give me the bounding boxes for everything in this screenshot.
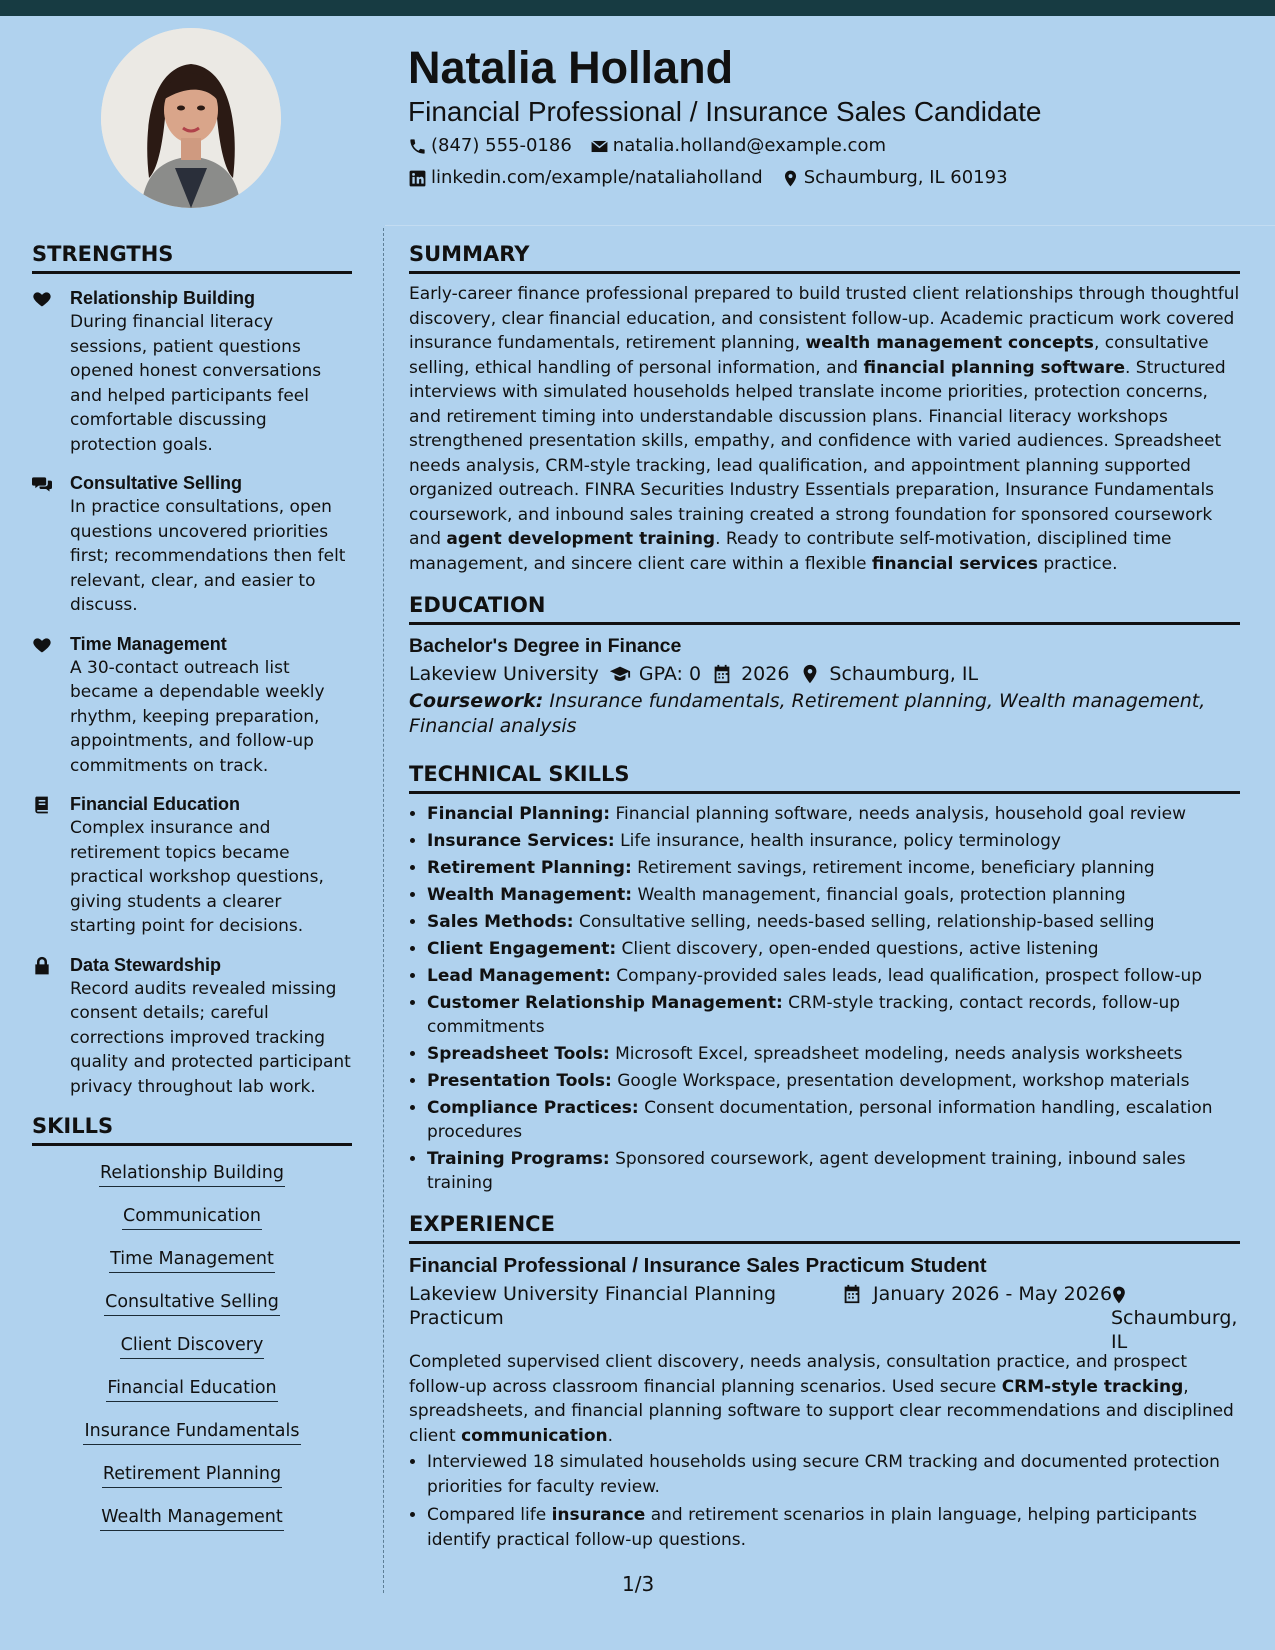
technical-skills-list <box>409 802 1240 1195</box>
lock-icon <box>32 956 52 976</box>
summary-heading: SUMMARY <box>409 241 1240 274</box>
skill-category: Client Engagement: <box>427 939 617 959</box>
linkedin-icon <box>408 169 427 188</box>
strength-icon-wrap <box>32 792 70 939</box>
text-segment: Early-career finance professional prepared to build trusted client relationships through thoughtful discovery, clear financial education, and consistent follow-up. Academic practicum work covered insurance fundamentals, retirement planning, <box>409 284 1240 353</box>
education-details <box>409 659 1240 689</box>
bold-text: insurance <box>551 1505 646 1525</box>
skill-category: Customer Relationship Management: <box>427 993 783 1013</box>
technical-skill-item <box>427 856 1240 880</box>
technical-skill-item <box>427 802 1240 826</box>
degree-title: Bachelor's Degree in Finance <box>409 635 682 657</box>
skill-values: CRM-style tracking, contact records, follow-up commitments <box>427 993 1181 1037</box>
text-segment: . Ready to contribute self-motivation, disciplined time management, and sincere client care within a flexible <box>409 529 1172 574</box>
heart-icon <box>32 635 52 655</box>
strength-body <box>70 632 352 779</box>
text-segment: Interviewed 18 simulated households using secure CRM tracking and documented protection priorities for faculty review. <box>427 1452 1220 1497</box>
bold-text: financial planning software <box>863 357 1125 378</box>
strength-icon-wrap <box>32 471 70 618</box>
right-column <box>409 241 1240 1556</box>
education-heading: EDUCATION <box>409 592 1240 625</box>
strength-text: Complex insurance and retirement topics became practical workshop questions, giving students a clearer starting point for decisions. <box>70 818 324 936</box>
skill-values: Client discovery, open-ended questions, active listening <box>616 939 1099 959</box>
skill-values: Wealth management, financial goals, protection planning <box>632 885 1126 905</box>
candidate-title: Financial Professional / Insurance Sales Candidate <box>408 96 1042 127</box>
comments-icon <box>32 474 52 494</box>
phone-contact[interactable] <box>408 134 572 158</box>
coursework <box>409 689 1240 739</box>
linkedin-text: linkedin.com/example/nataliaholland <box>431 167 763 188</box>
strengths-list <box>32 284 352 1099</box>
technical-skill-item <box>427 991 1240 1039</box>
skill-values: Life insurance, health insurance, policy terminology <box>614 831 1061 851</box>
bold-text: financial services <box>871 553 1038 574</box>
map-pin-icon <box>781 169 800 188</box>
skill-category: Spreadsheet Tools: <box>427 1044 610 1064</box>
map-pin-icon <box>1109 1284 1129 1306</box>
bold-text: wealth management concepts <box>805 333 1094 353</box>
skill-category: Compliance Practices: <box>427 1098 639 1118</box>
strength-text: A 30-contact outreach list became a dependable weekly rhythm, keeping preparation, appointments, and follow-up commitments on track. <box>70 657 325 776</box>
gpa-text: GPA: 0 <box>638 663 702 685</box>
school-name: Lakeview University <box>409 663 599 685</box>
strength-icon-wrap <box>32 632 70 779</box>
text-segment: Compared life <box>427 1505 552 1525</box>
graduation-year: 2026 <box>741 663 790 685</box>
skill-category: Sales Methods: <box>427 912 574 932</box>
strength-body <box>70 953 352 1100</box>
bold-text: agent development training <box>446 529 716 549</box>
location-contact <box>781 166 1008 190</box>
skill-values: Sponsored coursework, agent development training, inbound sales training <box>427 1149 1186 1193</box>
calendar-icon <box>841 1283 863 1305</box>
strength-text: During financial literacy sessions, patient questions opened honest conversations and helped participants feel comfortable discussing protection goals. <box>70 312 322 455</box>
text-segment: . Structured interviews with simulated households helped translate income priorities, protection concerns, and retirement timing into understandable discussion plans. Financial literacy workshops strengthened presentation skills, empathy, and confidence with varied audiences. Spreadsheet needs analysis, CRM-style tracking, lead qualification, and appointment planning supported organized outreach. FINRA Securities Industry Essentials preparation, Insurance Fundamentals coursework, and inbound sales training created a strong foundation for sponsored coursework and <box>409 357 1226 549</box>
skill-values: Consultative selling, needs-based selling, relationship-based selling <box>573 912 1155 932</box>
skill-tag: Time Management <box>109 1246 275 1273</box>
text-segment: , consultative selling, ethical handling of personal information, and <box>409 333 1209 378</box>
education-section <box>409 592 1240 739</box>
skill-values: Consent documentation, personal information handling, escalation procedures <box>427 1098 1213 1142</box>
skills-list <box>32 1160 352 1531</box>
job-title: Financial Professional / Insurance Sales Practicum Student <box>409 1254 987 1277</box>
summary-section <box>409 241 1240 576</box>
strengths-heading: STRENGTHS <box>32 241 352 274</box>
organization: Lakeview University Financial Planning Practicum <box>409 1283 777 1329</box>
technical-skill-item <box>427 829 1240 853</box>
experience-heading: EXPERIENCE <box>409 1211 1240 1244</box>
strength-item <box>32 792 352 939</box>
strength-body <box>70 471 352 618</box>
heart-icon <box>32 289 52 309</box>
header-divider <box>385 225 1275 226</box>
profile-photo <box>101 28 281 208</box>
skill-tag: Communication <box>122 1203 262 1230</box>
technical-skill-item <box>427 1147 1240 1195</box>
coursework-list: Insurance fundamentals, Retirement planning, Wealth management, Financial analysis <box>409 690 1206 737</box>
technical-skill-item <box>427 964 1240 988</box>
technical-skill-item <box>427 937 1240 961</box>
skill-category: Presentation Tools: <box>427 1071 612 1091</box>
job-dates <box>841 1282 1112 1306</box>
skill-category: Financial Planning: <box>427 804 611 824</box>
strength-title: Financial Education <box>70 794 241 814</box>
skill-tag: Wealth Management <box>100 1504 283 1531</box>
technical-skill-item <box>427 1042 1240 1066</box>
text-segment: , spreadsheets, and financial planning software to support clear recommendations and disciplined client <box>409 1376 1234 1446</box>
strength-text: In practice consultations, open questions uncovered priorities first; recommendations then felt relevant, clear, and easier to discuss. <box>70 497 346 615</box>
text-segment: Completed supervised client discovery, needs analysis, consultation practice, and prospect follow-up across classroom financial planning scenarios. Used secure <box>409 1352 1188 1397</box>
job-bullets <box>409 1450 1240 1552</box>
strength-title: Time Management <box>70 633 227 654</box>
skill-category: Lead Management: <box>427 966 611 986</box>
technical-skill-item <box>427 1096 1240 1144</box>
job-location: Schaumburg, IL <box>1111 1307 1238 1353</box>
bold-text: communication <box>461 1425 608 1446</box>
strength-title: Consultative Selling <box>70 473 243 493</box>
map-pin-icon <box>799 663 821 685</box>
linkedin-contact[interactable] <box>408 166 763 190</box>
strength-item <box>32 286 352 457</box>
job-bullet <box>427 1503 1240 1552</box>
skill-category: Wealth Management: <box>427 885 633 905</box>
text-segment: . <box>607 1425 614 1446</box>
graduation-cap-icon <box>609 663 631 685</box>
strength-text: Record audits revealed missing consent details; careful corrections improved tracking quality and protected participant privacy throughout lab work. <box>70 978 351 1097</box>
contact-row-2 <box>408 166 1026 190</box>
strength-item <box>32 471 352 618</box>
phone-icon <box>408 137 427 156</box>
skill-tag: Insurance Fundamentals <box>83 1418 300 1445</box>
text-segment: and retirement scenarios in plain language, helping participants identify practical follow-up questions. <box>427 1505 1198 1550</box>
column-divider <box>383 228 384 1593</box>
skill-tag: Consultative Selling <box>104 1289 280 1316</box>
skill-values: Google Workspace, presentation development, workshop materials <box>611 1071 1190 1091</box>
contact-row-1 <box>408 134 904 158</box>
skill-values: Company-provided sales leads, lead qualification, prospect follow-up <box>610 966 1203 986</box>
technical-skill-item <box>427 910 1240 934</box>
email-text: natalia.holland@example.com <box>612 135 887 156</box>
email-contact[interactable] <box>590 134 886 158</box>
strength-item <box>32 632 352 779</box>
strength-icon-wrap <box>32 953 70 1100</box>
strength-title: Data Stewardship <box>70 954 222 975</box>
coursework-label: Coursework: <box>409 690 544 712</box>
strength-body <box>70 286 352 457</box>
book-icon <box>32 795 52 815</box>
phone-text: (847) 555-0186 <box>431 135 572 156</box>
skill-category: Retirement Planning: <box>427 858 632 878</box>
job-dates-text: January 2026 - May 2026 <box>873 1283 1113 1305</box>
top-accent-bar <box>0 0 1275 16</box>
skill-tag: Relationship Building <box>99 1160 285 1187</box>
strength-body <box>70 792 352 939</box>
strength-icon-wrap <box>32 286 70 457</box>
technical-skills-heading: TECHNICAL SKILLS <box>409 761 1240 794</box>
page-number: 1/3 <box>622 1572 655 1596</box>
skill-category: Insurance Services: <box>427 831 615 851</box>
job-description <box>409 1350 1240 1448</box>
text-segment: practice. <box>1037 553 1118 574</box>
calendar-icon <box>711 663 733 685</box>
strength-title: Relationship Building <box>70 288 255 308</box>
skill-tag: Retirement Planning <box>102 1461 282 1488</box>
experience-section <box>409 1211 1240 1552</box>
skill-values: Microsoft Excel, spreadsheet modeling, needs analysis worksheets <box>609 1044 1183 1064</box>
candidate-name: Natalia Holland <box>408 42 734 93</box>
summary-text <box>409 282 1240 576</box>
job-bullet <box>427 1450 1240 1499</box>
location-text: Schaumburg, IL 60193 <box>803 167 1008 188</box>
skills-heading: SKILLS <box>32 1113 352 1146</box>
skill-values: Financial planning software, needs analysis, household goal review <box>610 804 1187 824</box>
envelope-icon <box>590 137 609 156</box>
left-column <box>32 241 352 1547</box>
skill-category: Training Programs: <box>427 1149 610 1169</box>
skill-tag: Financial Education <box>106 1375 277 1402</box>
technical-skill-item <box>427 1069 1240 1093</box>
technical-skills-section <box>409 761 1240 1195</box>
strength-item <box>32 953 352 1100</box>
skill-values: Retirement savings, retirement income, beneficiary planning <box>631 858 1155 878</box>
bold-text: CRM-style tracking <box>1001 1376 1184 1397</box>
job-meta <box>409 1280 1240 1353</box>
school-location: Schaumburg, IL <box>829 663 979 685</box>
skill-tag: Client Discovery <box>120 1332 265 1359</box>
technical-skill-item <box>427 883 1240 907</box>
